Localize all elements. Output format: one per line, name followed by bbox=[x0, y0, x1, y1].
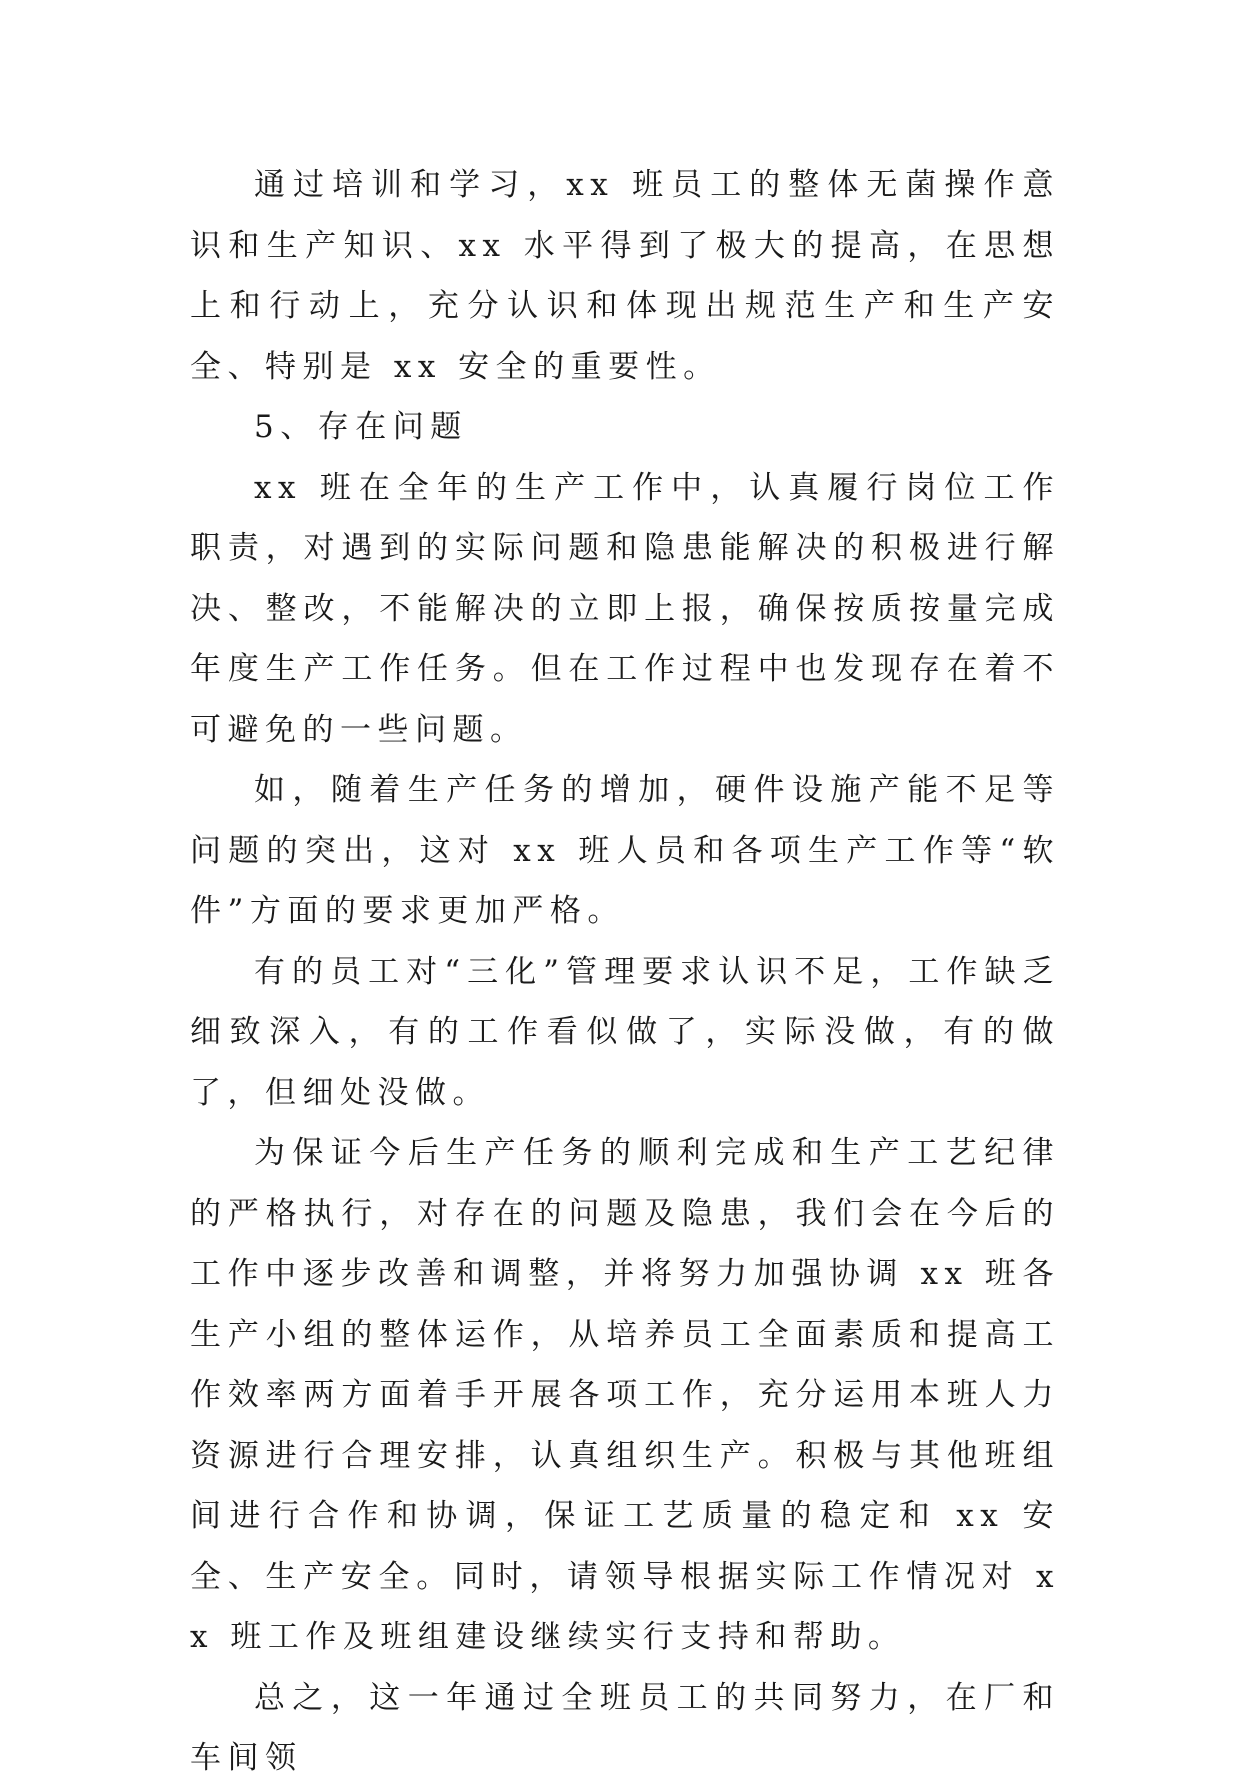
section-heading-problems: 5、存在问题 bbox=[254, 409, 468, 445]
paragraph-annual-work: xx 班在全年的生产工作中，认真履行岗位工作职责，对遇到的实际问题和隐患能解决的积极进行解决、整改，不能解决的立即上报，确保按质按量完成年度生产工作任务。但在工作过程中也发现存在着不可避免的一些问题。 bbox=[190, 469, 1060, 748]
paragraph-improvement-plan: 为保证今后生产任务的顺利完成和生产工艺纪律的严格执行，对存在的问题及隐患，我们会在今后的工作中逐步改善和调整，并将努力加强协调 xx 班各生产小组的整体运作，从培养员工全面素质和提高工作效率两方面着手开展各项工作，充分运用本班人力资源进行合理安排，认真组织生产。积极与其他班组间进行合作和协调，保证工艺质量的稳定和 xx 安全、生产安全。同时，请领导根据实际工作情况对 xx 班工作及班组建设继续实行支持和帮助。 bbox=[190, 1135, 1060, 1655]
paragraph-training: 通过培训和学习，xx 班员工的整体无菌操作意识和生产知识、xx 水平得到了极大的提高，在思想上和行动上，充分认识和体现出规范生产和生产安全、特别是 xx 安全的重要性。 bbox=[190, 167, 1060, 385]
paragraph-capacity: 如，随着生产任务的增加，硬件设施产能不足等问题的突出，这对 xx 班人员和各项生产工作等“软件”方面的要求更加严格。 bbox=[190, 772, 1060, 929]
paragraph-summary: 总之，这一年通过全班员工的共同努力，在厂和车间领 bbox=[190, 1679, 1060, 1776]
document-body bbox=[190, 155, 1060, 1789]
paragraph-staff-awareness: 有的员工对“三化”管理要求认识不足，工作缺乏细致深入，有的工作看似做了，实际没做，有的做了，但细处没做。 bbox=[190, 953, 1060, 1111]
